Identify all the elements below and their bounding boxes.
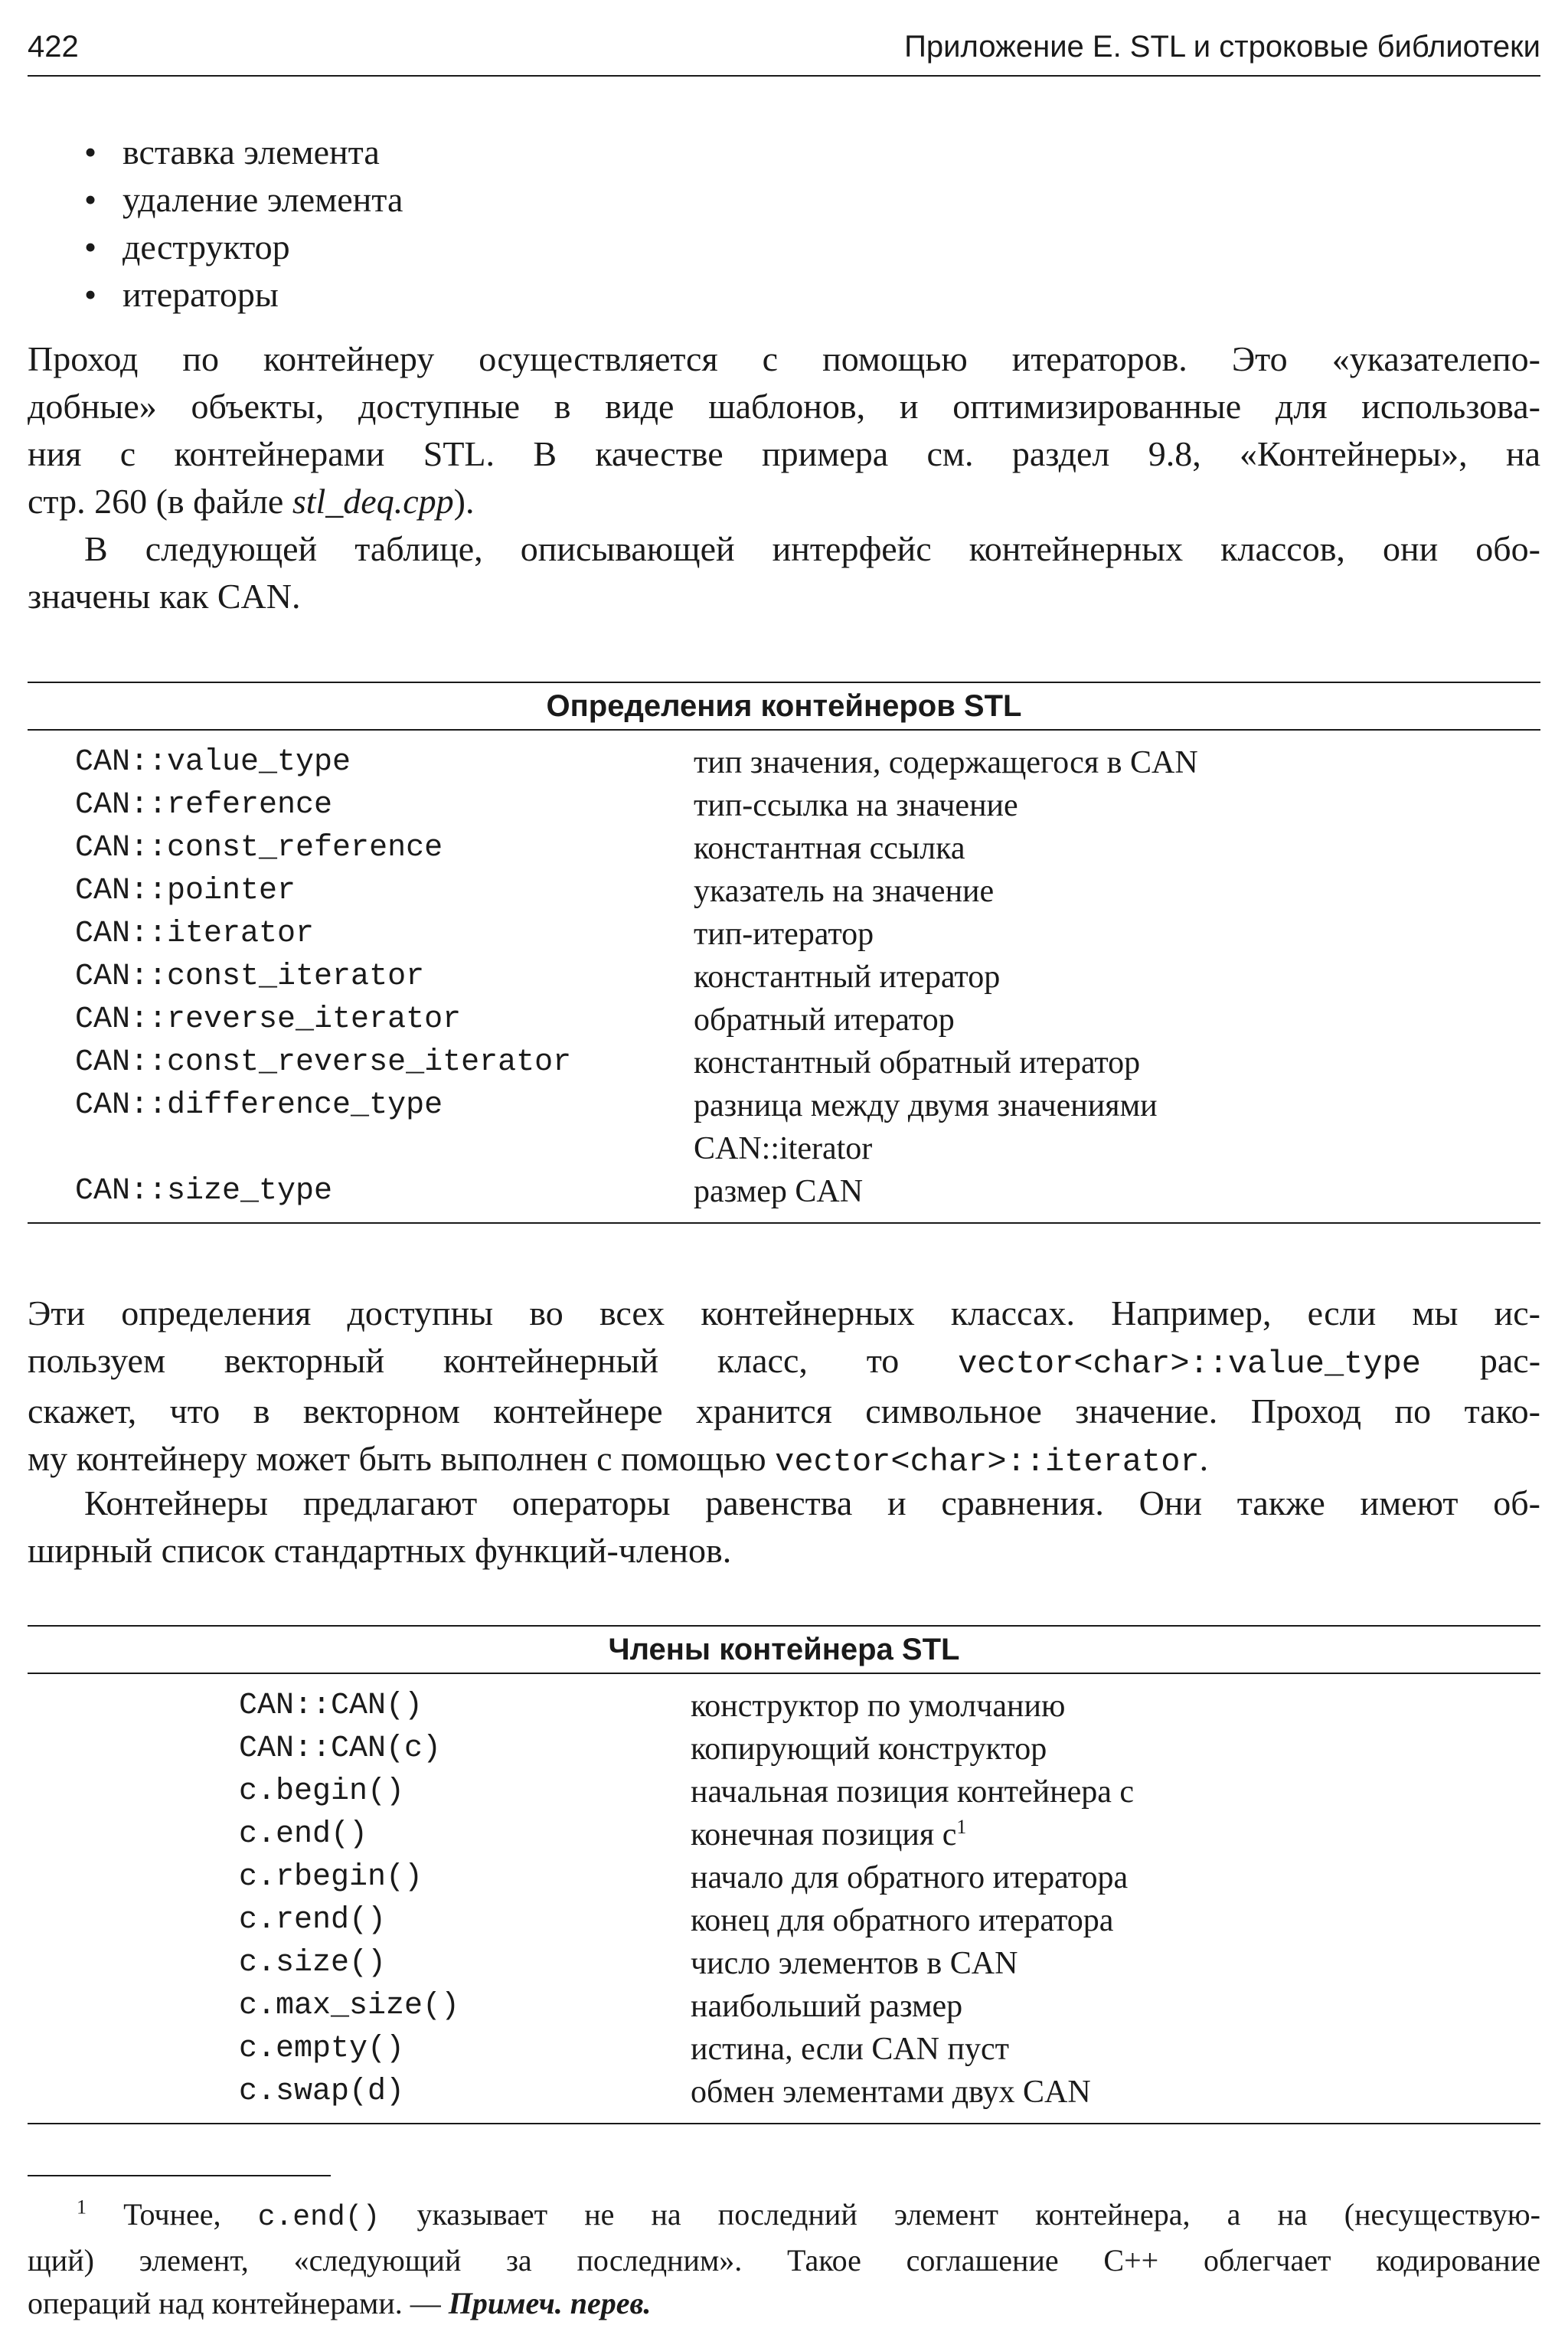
table-row: c.size() число элементов в CAN xyxy=(239,1946,1018,1981)
table-row: CAN::iterator тип-итератор xyxy=(75,917,874,952)
table-row: CAN::reference тип-ссылка на значение xyxy=(75,788,1018,823)
table-row: CAN::value_type тип значения, содержащегося в CAN xyxy=(75,745,1198,780)
table-body xyxy=(28,1674,1540,2123)
bullet-icon: • xyxy=(84,227,97,267)
footnote-rule xyxy=(28,2175,331,2176)
chapter-title: Приложение Е. STL и строковые библиотеки xyxy=(904,30,1540,64)
table-row: c.swap(d) обмен элементами двух CAN xyxy=(239,2075,1091,2110)
table-row: c.max_size() наибольший размер xyxy=(239,1989,963,2024)
paragraph-definitions: Эти определения доступны во всех контейнерных классах. Например, если мы ис- пользуем векторный контейнерный класс, то vector<char>::value_type рас- скажет, что в векторном контейнере хранится символьное значение. Проход по тако- му контейнеру может быть выполнен с помощью vector<char>::iterator. xyxy=(28,1293,1541,1480)
footnote-marker: 1 xyxy=(77,2196,87,2219)
list-item: • вставка элемента xyxy=(84,129,403,176)
table-row: CAN::size_type размер CAN xyxy=(75,1174,864,1209)
translator-note: Примеч. перев. xyxy=(448,2286,652,2320)
code-iterator: vector<char>::iterator xyxy=(775,1444,1200,1480)
footnote: $^1$ Точнее, c.end() указывает не на последний элемент контейнера, а на (несуществую- щий) элемент, «следующий за последним». Такое соглашение C++ облегчает кодирование операций над контейнерами. — Примеч. перев. xyxy=(28,2196,1540,2320)
paragraph-table-intro: В следующей таблице, описывающей интерфейс контейнерных классов, они обо- значены как CAN. xyxy=(28,529,1540,616)
list-item: • удаление элемента xyxy=(84,176,403,224)
table-row: c.rbegin() начало для обратного итератора xyxy=(239,1860,1129,1895)
container-members-table xyxy=(28,1625,1540,2124)
table-row: CAN::const_reference константная ссылка xyxy=(75,831,965,866)
book-page xyxy=(28,23,1541,2320)
feature-list xyxy=(84,129,403,319)
table-row: CAN::const_reverse_iterator константный обратный итератор xyxy=(75,1045,1141,1081)
table-row: c.empty() истина, если CAN пуст xyxy=(239,2032,1009,2067)
file-name: stl_deq.cpp xyxy=(292,482,454,521)
table-caption: Члены контейнера STL xyxy=(608,1633,960,1666)
table-row: c.begin() начальная позиция контейнера с xyxy=(239,1774,1135,1810)
table-caption: Определения контейнеров STL xyxy=(546,689,1022,723)
paragraph-operators: Контейнеры предлагают операторы равенства и сравнения. Они также имеют об- ширный список стандартных функций-членов. xyxy=(28,1483,1540,1570)
bullet-icon: • xyxy=(84,132,97,172)
code-value-type: vector<char>::value_type xyxy=(958,1346,1421,1382)
table-row: CAN::const_iterator константный итератор xyxy=(75,960,1001,995)
running-header xyxy=(28,23,1540,70)
table-row: c.end() конечная позиция $с^1$ xyxy=(239,1816,967,1852)
table-row: CAN::CAN() конструктор по умолчанию xyxy=(239,1689,1066,1724)
container-definitions-table xyxy=(28,682,1540,1224)
bullet-icon: • xyxy=(84,180,97,219)
table-row: CAN::reverse_iterator обратный итератор xyxy=(75,1002,955,1038)
table-row: CAN::difference_type разница между двумя значениями xyxy=(75,1088,1158,1123)
header-rule xyxy=(28,75,1540,77)
table-row: c.rend() конец для обратного итератора xyxy=(239,1903,1114,1938)
code-end: c.end() xyxy=(257,2201,381,2234)
table-body xyxy=(28,731,1540,1222)
list-item: • деструктор xyxy=(84,224,403,271)
list-item: • итераторы xyxy=(84,271,403,319)
table-row: CAN::pointer указатель на значение xyxy=(75,874,995,909)
paragraph-iterators: Проход по контейнеру осуществляется с помощью итераторов. Это «указателепо- добные» объекты, доступные в виде шаблонов, и оптимизированные для использова- ния с контейнерами STL. В качестве примера см. раздел 9.8, «Контейнеры», на стр. 260 (в файле stl_deq.cpp). xyxy=(28,339,1540,521)
footnote-ref: 1 xyxy=(956,1816,967,1838)
bullet-icon: • xyxy=(84,275,97,314)
table-row: CAN::CAN(c) копирующий конструктор xyxy=(239,1731,1047,1767)
page-number: 422 xyxy=(28,30,79,64)
table-row: CAN::iterator xyxy=(694,1131,873,1166)
